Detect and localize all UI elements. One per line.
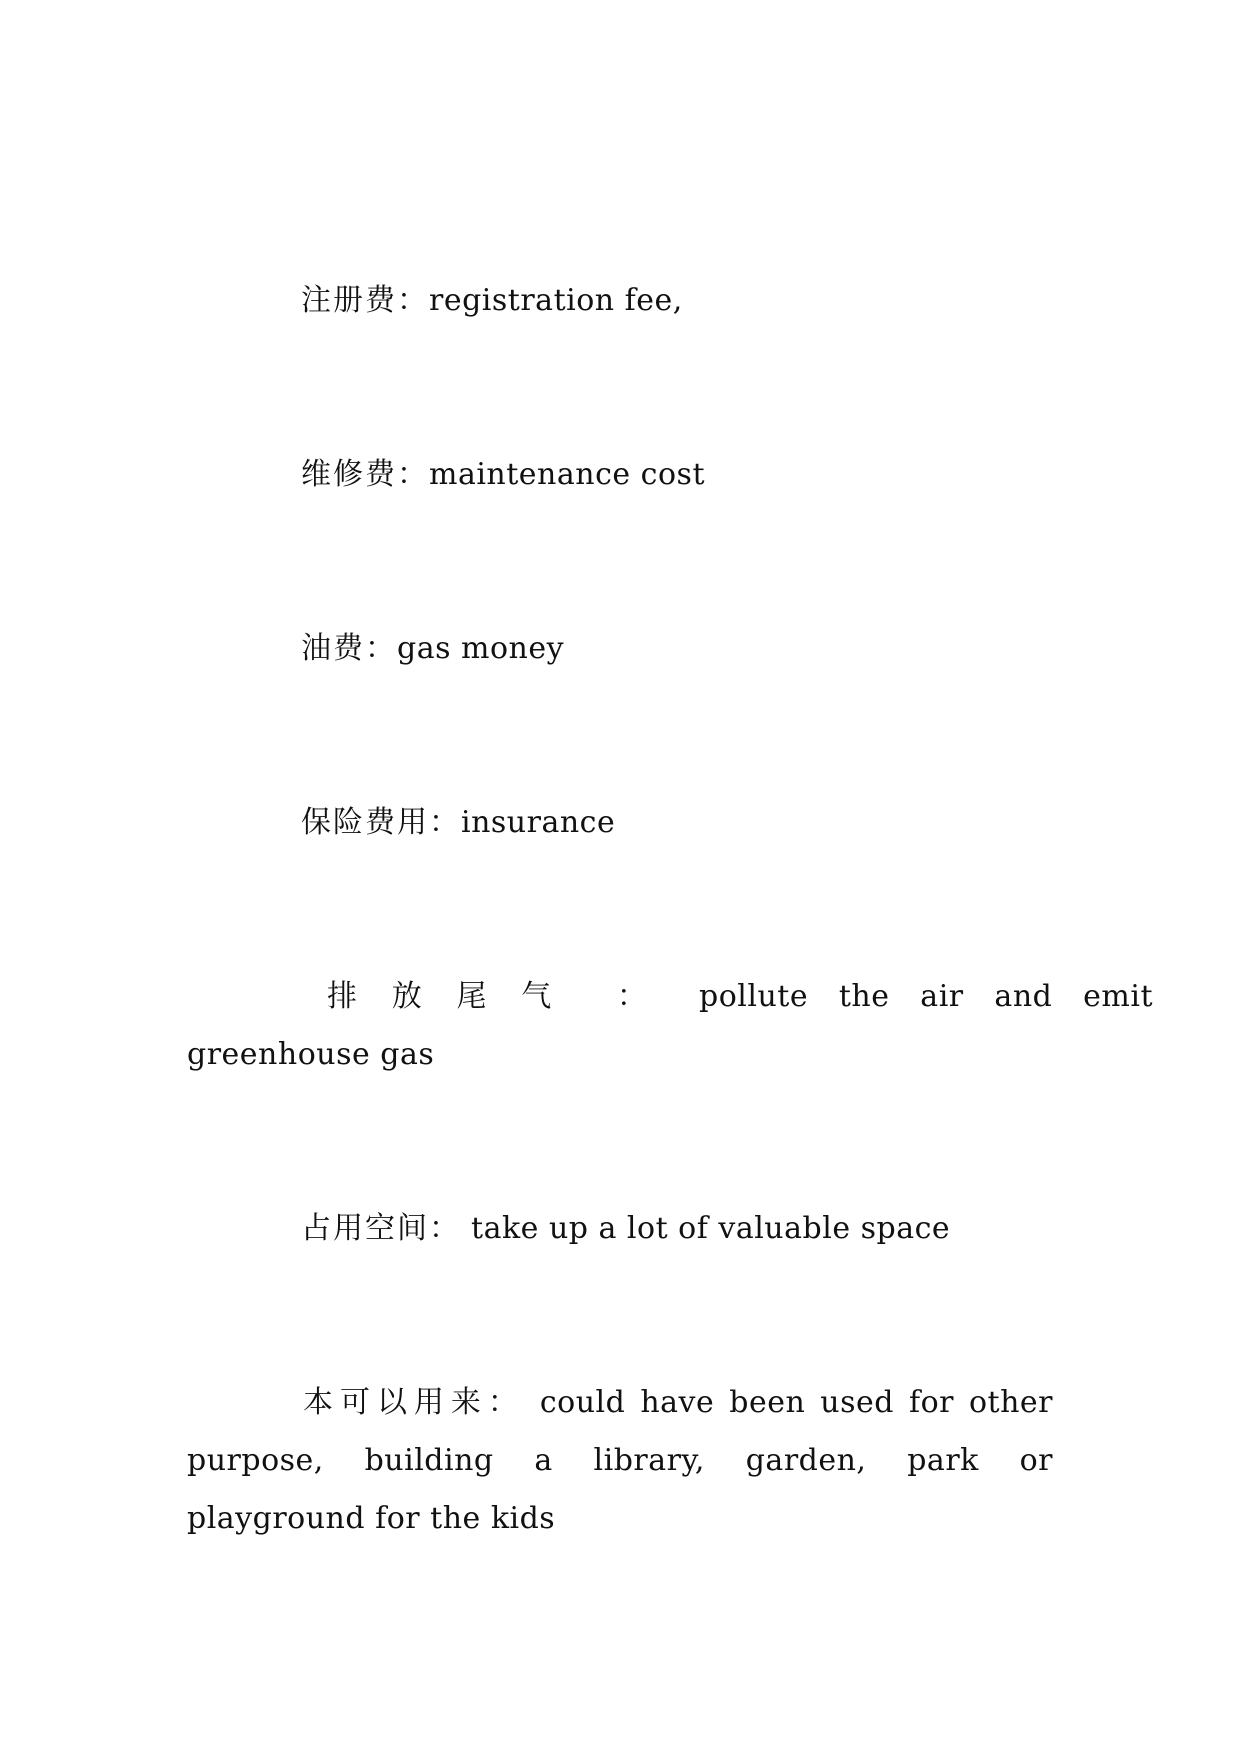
entry-alternative-use-line-3 [187,1490,1053,1548]
entry-text: greenhouse gas [187,1037,435,1072]
entry-insurance [187,794,1167,852]
entry-text: pollute the air and emit [698,979,1154,1014]
entry-term: 油费： [301,631,397,666]
entry-maintenance-cost [187,446,1167,504]
entry-colon: ： [616,979,669,1014]
entry-term: 维修费： [301,457,429,492]
entry-term: 保险费用： [301,805,461,840]
entry-text: registration fee, [429,283,683,318]
entry-gas-money [187,620,1167,678]
entry-space [187,1200,1167,1258]
entry-text: purpose, building a library, garden, park or [187,1443,1053,1478]
entry-text: take up a lot of valuable space [461,1211,951,1246]
entry-alternative-use-line-1 [187,1374,1053,1432]
entry-text: playground for the kids [187,1501,556,1536]
entry-text: maintenance cost [429,457,705,492]
entry-registration-fee [187,272,1167,330]
entry-emissions-line-1 [187,968,1153,1026]
entry-alternative-use-line-2 [187,1432,1053,1490]
entry-text: could have been used for other [524,1385,1054,1420]
entry-text: gas money [397,631,565,666]
entry-term: 排放尾气 [327,979,587,1014]
entry-term: 注册费： [301,283,429,318]
entry-term: 占用空间： [301,1211,461,1246]
entry-term: 本可以用来： [303,1385,525,1420]
entry-emissions-line-2 [187,1026,1053,1084]
entry-text: insurance [461,805,616,840]
